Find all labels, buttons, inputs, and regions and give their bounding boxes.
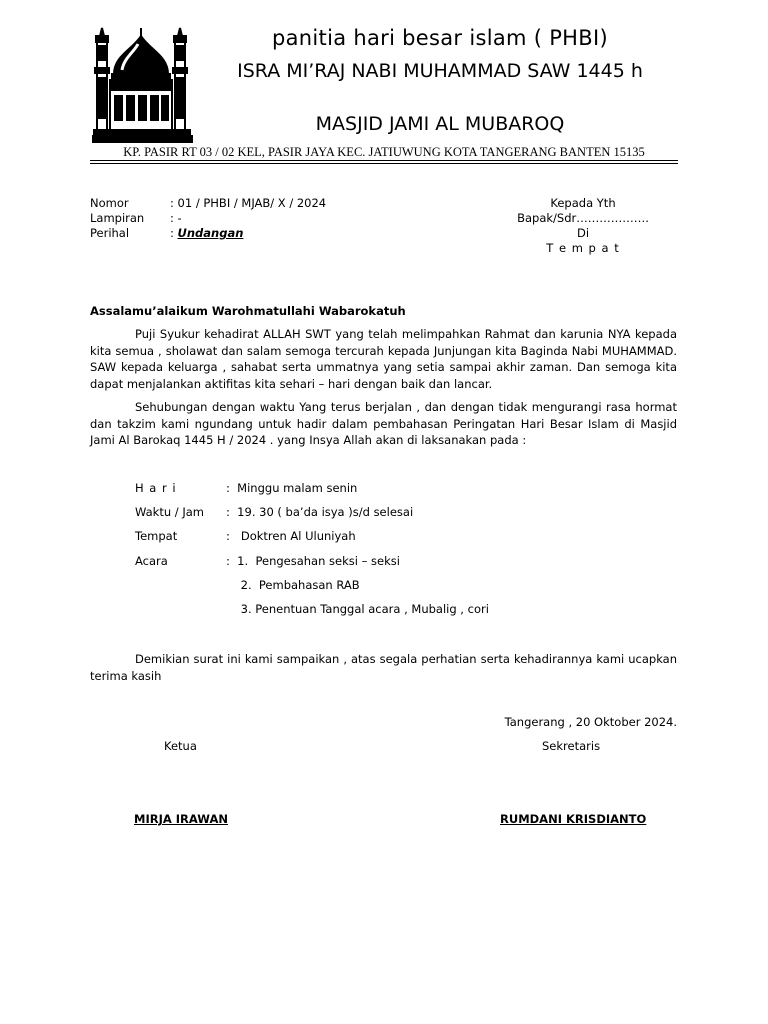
- nomor-label: Nomor: [90, 196, 129, 210]
- acara-item: 2. Pembahasan RAB: [226, 578, 360, 592]
- ketua-name: MIRJA IRAWAN: [134, 812, 228, 826]
- header-divider-secondary: [90, 163, 678, 164]
- lampiran-label: Lampiran: [90, 211, 145, 225]
- recipient-line-1: Kepada Yth: [550, 196, 616, 210]
- ketua-title: Ketua: [164, 739, 197, 753]
- acara-item: 3. Penentuan Tanggal acara , Mubalig , cori: [226, 602, 489, 616]
- mosque-icon: [92, 26, 196, 144]
- event-title: ISRA MI’RAJ NABI MUHAMMAD SAW 1445 h: [237, 60, 643, 82]
- tempat-value: : Doktren Al Uluniyah: [226, 529, 356, 543]
- acara-label: Acara: [135, 554, 168, 568]
- paragraph-1: Puji Syukur kehadirat ALLAH SWT yang telah melimpahkan Rahmat dan karunia NYA kepada kita semua , sholawat dan salam semoga tercurah kepada Junjungan kita Baginda Nabi MUHAMMAD. SAW kepada keluarga , sahabat serta ummatnya yang setia sampai akhir zaman. Dan semoga kita dapat menjalankan aktifitas kita sehari – hari dengan baik dan lancar.: [90, 327, 677, 391]
- mosque-logo: [92, 26, 196, 144]
- tempat-label: Tempat: [135, 529, 178, 543]
- perihal-value: Undangan: [177, 226, 244, 240]
- waktu-label: Waktu / Jam: [135, 505, 204, 519]
- recipient-line-2: Bapak/Sdr……………….: [517, 211, 649, 225]
- address: KP. PASIR RT 03 / 02 KEL, PASIR JAYA KEC. JATIUWUNG KOTA TANGERANG BANTEN 15135: [123, 145, 645, 159]
- sekretaris-name: RUMDANI KRISDIANTO: [500, 812, 647, 826]
- mosque-name: MASJID JAMI AL MUBAROQ: [315, 113, 565, 135]
- sekretaris-title: Sekretaris: [542, 739, 601, 753]
- perihal-row: [170, 226, 243, 240]
- perihal-label: Perihal: [90, 226, 130, 240]
- greeting: Assalamu’alaikum Warohmatullahi Wabarokatuh: [90, 304, 406, 318]
- recipient-line-3: Di: [576, 226, 590, 240]
- perihal-colon: :: [170, 226, 174, 240]
- paragraph-2: Sehubungan dengan waktu Yang terus berjalan , dan dengan tidak mengurangi rasa hormat dan takzim kami ngundang untuk hadir dalam pembahasan Peringatan Hari Besar Islam di Masjid Jami Al Barokaq 1445 H / 2024 . yang Insya Allah akan di laksanakan pada :: [90, 400, 677, 447]
- hari-label: H a r i: [135, 481, 177, 495]
- lampiran-value: : -: [170, 211, 182, 225]
- org-name: panitia hari besar islam ( PHBI): [272, 26, 608, 50]
- acara-item: : 1. Pengesahan seksi – seksi: [226, 554, 400, 568]
- nomor-value: : 01 / PHBI / MJAB/ X / 2024: [170, 196, 327, 210]
- letter-date: Tangerang , 20 Oktober 2024.: [504, 715, 677, 729]
- header-divider: [90, 160, 678, 161]
- hari-value: : Minggu malam senin: [226, 481, 358, 495]
- waktu-value: : 19. 30 ( ba’da isya )s/d selesai: [226, 505, 414, 519]
- closing-paragraph: Demikian surat ini kami sampaikan , atas segala perhatian serta kehadirannya kami ucapkan terima kasih: [90, 652, 677, 683]
- recipient-line-4: T e m p a t: [546, 241, 620, 255]
